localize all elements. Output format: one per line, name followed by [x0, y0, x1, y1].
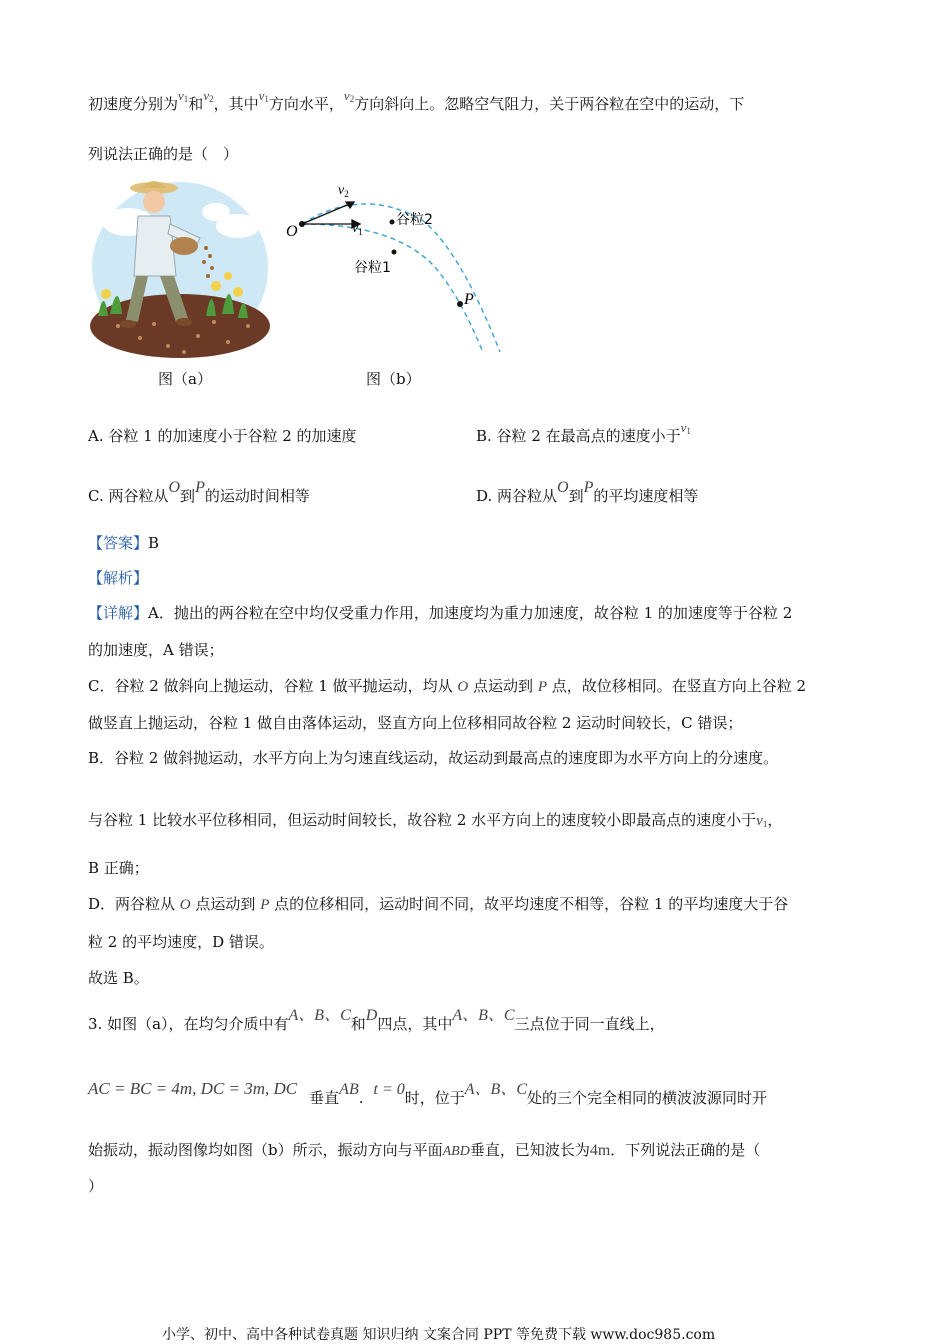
answer-value: B: [148, 534, 160, 552]
caption-figure-b: 图（b）: [366, 370, 421, 388]
q3-line-3: 始振动，振动图像均如图（b）所示，振动方向与平面ABD垂直，已知波长为4m．下列说法正确的是（: [88, 1141, 761, 1159]
q3-line-4: ）: [88, 1177, 104, 1195]
detail-c-line-2: 做竖直上抛运动，谷粒 1 做自由落体运动，竖直方向上位移相同故谷粒 2 运动时间较长，C 错误；: [88, 714, 743, 732]
detail-c-line-1: C．谷粒 2 做斜向上抛运动，谷粒 1 做平抛运动，均从 O 点运动到 P 点，故位移相同。在竖直方向上谷粒 2: [88, 677, 807, 695]
detail-d-line-1: D．两谷粒从 O 点运动到 P 点的位移相同，运动时间不同，故平均速度不相等，谷粒 1 的平均速度大于谷: [88, 895, 789, 913]
label-P: P: [464, 291, 474, 308]
detail-b-line-3: B 正确；: [88, 859, 149, 877]
answer-line: [88, 533, 159, 553]
stem-text: 初速度分别为: [88, 95, 179, 113]
q3-line-2: AC = BC = 4m, DC = 3m, DC 垂直AB. t = 0时，位于A、B、C处的三个完全相同的横波波源同时开: [88, 1079, 768, 1107]
label-O: O: [286, 223, 298, 240]
option-c: C. 两谷粒从O到P的运动时间相等: [88, 479, 310, 505]
option-b: B. 谷粒 2 在最高点的速度小于v1: [476, 420, 691, 445]
var-v1: v1: [258, 88, 269, 104]
q3-math-equation: AC = BC = 4m, DC = 3m, DC: [88, 1079, 298, 1098]
stem-text: 方向斜向上。忽略空气阻力，关于两谷粒在空中的运动，下: [354, 95, 745, 113]
stem-line-2: 列说法正确的是（ ）: [88, 145, 239, 163]
var-v2: v2: [343, 88, 355, 104]
detail-a-line-1: 【详解】A．抛出的两谷粒在空中均仅受重力作用，加速度均为重力加速度，故谷粒 1 的加速度等于谷粒 2: [88, 604, 793, 622]
velocity-v2-arrow: [302, 202, 354, 224]
option-a: A. 谷粒 1 的加速度小于谷粒 2 的加速度: [88, 427, 357, 445]
stem-text: 方向水平，: [268, 95, 344, 113]
q3-line-1: 3. 如图（a），在均匀介质中有A、B、C和D四点，其中A、B、C三点位于同一直线上，: [88, 1007, 665, 1033]
grain-1-dot: [392, 250, 397, 255]
var-v1: v1: [756, 813, 768, 829]
figure-a-illustration: [88, 176, 270, 362]
caption-figure-a: 图（a）: [158, 370, 212, 388]
detail-a-line-2: 的加速度，A 错误；: [88, 641, 224, 659]
stem-text: 和: [188, 95, 204, 113]
detail-choose: 故选 B。: [88, 969, 149, 987]
detail-b-line-2: 与谷粒 1 比较水平位移相同，但运动时间较长，故谷粒 2 水平方向上的速度较小即最高点的速度小于v1，: [88, 811, 783, 829]
option-d: D. 两谷粒从O到P的平均速度相等: [476, 479, 699, 505]
stem-text: ，其中: [213, 95, 259, 113]
label-v1: $v_1$: [352, 221, 363, 237]
detail-d-line-2: 粒 2 的平均速度，D 错误。: [88, 933, 274, 951]
figure-b-trajectories: [282, 180, 506, 356]
var-v1: v1: [178, 88, 189, 104]
grain-2-dot: [390, 220, 395, 225]
answer-tag: 【答案】: [88, 534, 149, 552]
grain-1-trajectory: [302, 224, 482, 350]
point-P: [457, 301, 463, 307]
label-grain-2: 谷粒2: [396, 212, 433, 228]
var-P: P: [195, 479, 205, 496]
var-O: O: [557, 479, 569, 496]
point-O: [299, 221, 305, 227]
stem-line-1: [88, 88, 745, 116]
var-v2: v2: [203, 88, 214, 104]
analysis-tag: 【解析】: [88, 569, 149, 587]
label-v2: $v_2$: [338, 183, 349, 199]
var-v1: v1: [680, 420, 691, 436]
page-footer: 小学、初中、高中各种试卷真题 知识归纳 文案合同 PPT 等免费下载 www.doc985.com: [162, 1327, 716, 1343]
detail-b-line-1: B．谷粒 2 做斜抛运动，水平方向上为匀速直线运动，故运动到最高点的速度即为水平方向上的分速度。: [88, 749, 779, 767]
label-grain-1: 谷粒1: [354, 260, 391, 276]
var-P: P: [583, 479, 594, 496]
var-O: O: [168, 479, 181, 496]
